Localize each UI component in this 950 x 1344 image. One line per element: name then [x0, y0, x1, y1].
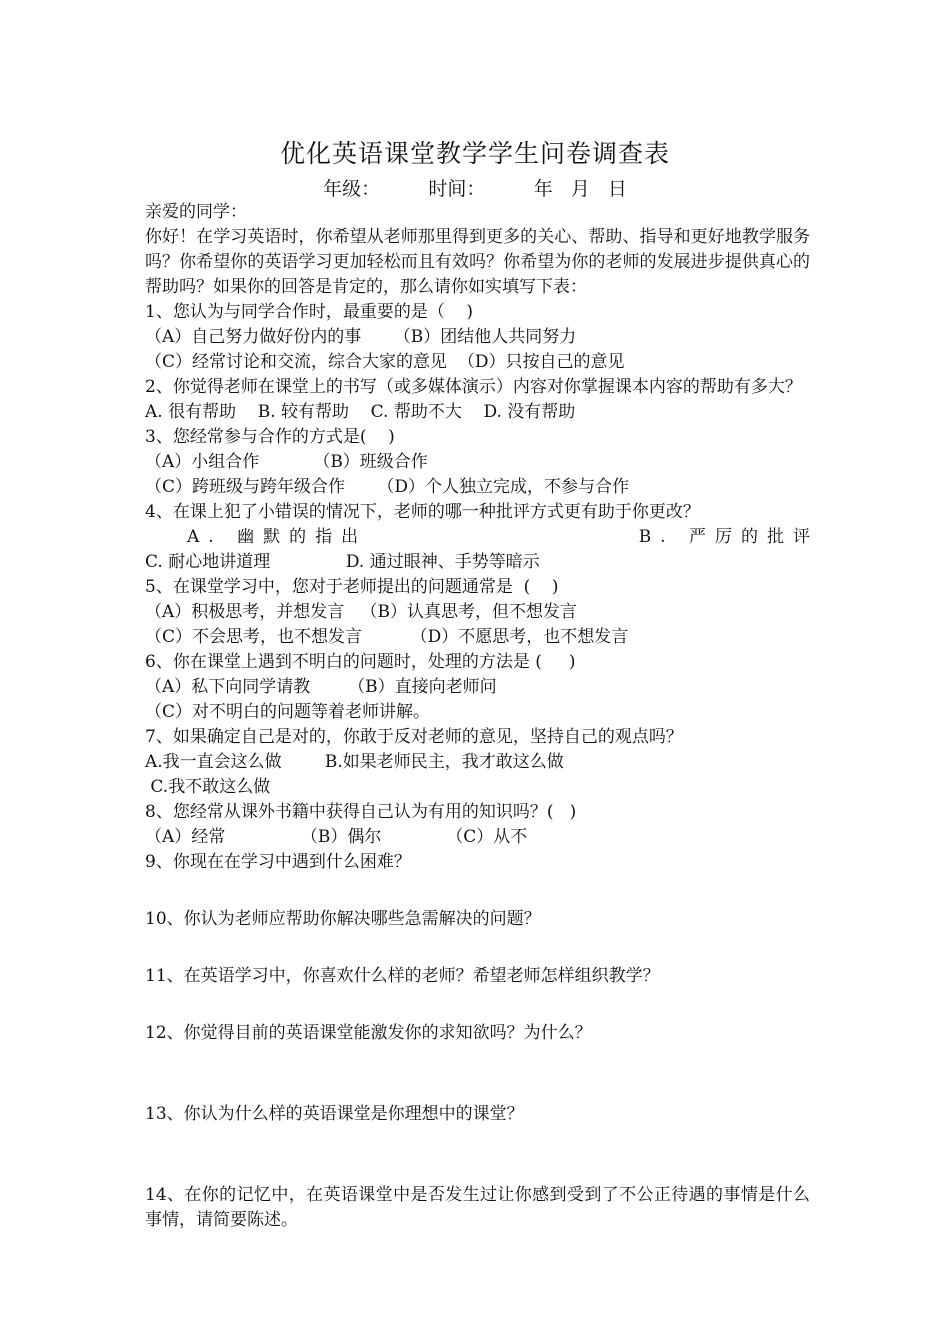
answer-space	[145, 989, 810, 1021]
question-3-options-cd: （C）跨班级与跨年级合作 （D）个人独立完成，不参与合作	[145, 477, 630, 497]
question-14: 14、在你的记忆中，在英语课堂中是否发生过让你感到受到了不公正待遇的事情是什么事情，请简要陈述。	[145, 1185, 810, 1230]
question-6-option-c: （C）对不明白的问题等着老师讲解。	[145, 702, 431, 722]
survey-body	[145, 200, 819, 1233]
question-4: 4、在课上犯了小错误的情况下，老师的哪一种批评方式更有助于你更改？	[145, 502, 700, 522]
question-5-options-cd: （C）不会思考，也不想发言 （D）不愿思考，也不想发言	[145, 627, 629, 647]
question-7-option-c: C.我不敢这么做	[145, 777, 271, 797]
question-7: 7、如果确定自己是对的，你敢于反对老师的意见，坚持自己的观点吗？	[145, 727, 683, 747]
answer-space	[145, 1127, 810, 1183]
question-8: 8、您经常从课外书籍中获得自己认为有用的知识吗？( )	[145, 802, 577, 822]
question-1-options-ab: （A）自己努力做好份内的事 （B）团结他人共同努力	[145, 327, 577, 347]
question-4-option-b: B. 严厉的批评	[638, 527, 819, 547]
question-6: 6、你在课堂上遇到不明白的问题时，处理的方法是 ( )	[145, 652, 576, 672]
question-5: 5、在课堂学习中，您对于老师提出的问题通常是 ( )	[145, 577, 559, 597]
question-8-options: （A）经常 （B）偶尔 （C）从不	[145, 827, 528, 847]
answer-space	[145, 1046, 810, 1102]
question-9: 9、你现在在学习中遇到什么困难？	[145, 852, 411, 872]
page-title: 优化英语课堂教学学生问卷调查表	[279, 139, 670, 168]
question-13: 13、你认为什么样的英语课堂是你理想中的课堂？	[145, 1104, 524, 1124]
question-1-options-cd: （C）经常讨论和交流，综合大家的意见 （D）只按自己的意见	[145, 352, 625, 372]
grade-date-line: 年级： 时间： 年 月 日	[323, 178, 627, 200]
question-3: 3、您经常参与合作的方式是( )	[145, 427, 395, 447]
question-6-options-ab: （A）私下向同学请教 （B）直接向老师问	[145, 677, 497, 697]
greeting: 亲爱的同学：	[145, 202, 247, 222]
question-4-option-a: A. 幽默的指出	[187, 527, 368, 547]
question-2: 2、你觉得老师在课堂上的书写（或多媒体演示）内容对你掌握课本内容的帮助有多大？	[145, 377, 802, 397]
question-1: 1、您认为与同学合作时，最重要的是（ )	[145, 302, 474, 322]
question-10: 10、你认为老师应帮助你解决哪些急需解决的问题？	[145, 909, 541, 929]
question-4-options-cd: C. 耐心地讲道理 D. 通过眼神、手势等暗示	[145, 552, 540, 572]
question-3-options-ab: （A）小组合作 （B）班级合作	[145, 452, 428, 472]
question-4-options-ab	[145, 525, 819, 550]
answer-space	[145, 932, 810, 964]
question-11: 11、在英语学习中，你喜欢什么样的老师？希望老师怎样组织教学？	[145, 966, 660, 986]
question-2-options: A. 很有帮助 B. 较有帮助 C. 帮助不大 D. 没有帮助	[145, 402, 576, 422]
question-5-options-ab: （A）积极思考，并想发言 （B）认真思考，但不想发言	[145, 602, 577, 622]
question-12: 12、你觉得目前的英语课堂能激发你的求知欲吗？为什么？	[145, 1023, 592, 1043]
intro-paragraph: 你好！在学习英语时，你希望从老师那里得到更多的关心、帮助、指导和更好地教学服务吗？你希望你的英语学习更加轻松而且有效吗？你希望为你的老师的发展进步提供真心的帮助吗？如果你的回答是肯定的，那么请你如实填写下表：	[145, 227, 810, 297]
answer-space	[145, 875, 810, 907]
question-7-options-ab: A.我一直会这么做 B.如果老师民主，我才敢这么做	[145, 752, 564, 772]
